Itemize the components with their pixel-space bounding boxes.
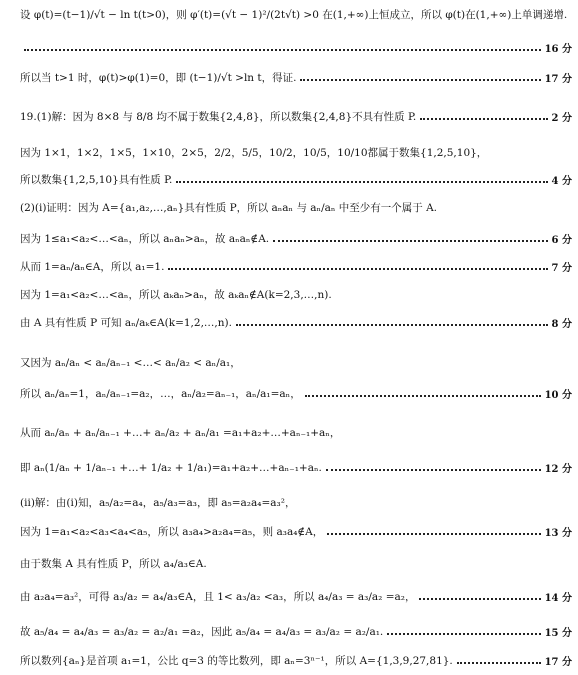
line-text: 所以 aₙ/aₙ=1，aₙ/aₙ₋₁=a₂，…，aₙ/a₂=aₙ₋₁，aₙ/a₁=aₙ， (20, 388, 301, 400)
score-label: 10 分 (544, 390, 572, 401)
line-text: 由 A 具有性质 P 可知 aₙ/aₖ∈A(k=1,2,…,n). (20, 317, 232, 329)
dot-leader (24, 49, 541, 51)
score-label: 15 分 (544, 628, 572, 639)
dot-leader (305, 395, 541, 397)
dot-leader (168, 268, 547, 270)
line-text: 所以当 t>1 时，φ(t)>φ(1)=0，即 (t−1)/√t >ln t，得证. (20, 72, 297, 84)
solution-line (20, 70, 572, 85)
score-label: 17 分 (544, 657, 572, 668)
line-text: 因为 1=a₁<a₂<a₃<a₄<a₅，所以 a₃a₄>a₂a₄=a₅，则 a₃a₄∉A， (20, 526, 324, 538)
line-text: (2)(ⅰ)证明：因为 A={a₁,a₂,…,aₙ}具有性质 P，所以 aₙaₙ 与 aₙ/aₙ 中至少有一个属于 A. (20, 202, 438, 214)
dot-leader (387, 633, 540, 635)
solution-line (20, 460, 572, 475)
dot-leader (419, 598, 540, 600)
line-text: 即 aₙ(1/aₙ + 1/aₙ₋₁ +…+ 1/a₂ + 1/a₁)=a₁+a₂+…+aₙ₋₁+aₙ. (20, 462, 322, 474)
solution-line (20, 589, 572, 604)
solution-line (20, 231, 572, 246)
solution-line (20, 524, 572, 539)
line-text: 因为 1×1，1×2，1×5，1×10，2×5，2/2，5/5，10/2，10/5，10/10都属于数集{1,2,5,10}， (20, 147, 488, 159)
score-label: 6 分 (551, 235, 572, 246)
line-text: 从而 aₙ/aₙ + aₙ/aₙ₋₁ +…+ aₙ/a₂ + aₙ/a₁ =a₁+a₂+…+aₙ₋₁+aₙ， (20, 427, 341, 439)
solution-line (20, 355, 572, 370)
solution-line (20, 425, 572, 440)
solution-line (20, 287, 572, 302)
dot-leader (326, 469, 541, 471)
dot-leader (300, 79, 540, 81)
solution-line (20, 386, 572, 401)
line-text: 19.(1)解：因为 8×8 与 8/8 均不属于数集{2,4,8}，所以数集{2,4,8}不具有性质 P. (20, 111, 417, 123)
line-text: 所以数集{1,2,5,10}具有性质 P. (20, 174, 173, 186)
line-text: 故 a₅/a₄ = a₄/a₃ = a₃/a₂ = a₂/a₁ =a₂，因此 a₅/a₄ = a₄/a₃ = a₃/a₂ = a₂/a₁. (20, 626, 384, 638)
line-text: 设 φ(t)=(t−1)/√t − ln t(t>0)，则 φ′(t)=(√t − 1)²/(2t√t) >0 在(1,+∞)上恒成立，所以 φ(t)在(1,+∞)上单调递增. (20, 9, 568, 21)
dot-leader (420, 118, 547, 120)
line-text: 又因为 aₙ/aₙ < aₙ/aₙ₋₁ <…< aₙ/a₂ < aₙ/a₁， (20, 357, 241, 369)
dot-leader (457, 662, 541, 664)
solution-line (20, 315, 572, 330)
score-label: 12 分 (544, 464, 572, 475)
score-label: 13 分 (544, 528, 572, 539)
solution-line (20, 624, 572, 639)
dot-leader (176, 181, 547, 183)
dot-leader (327, 533, 540, 535)
score-label: 4 分 (551, 176, 572, 187)
line-text: 所以数列{aₙ}是首项 a₁=1，公比 q=3 的等比数列，即 aₙ=3ⁿ⁻¹，所以 A={1,3,9,27,81}. (20, 655, 453, 667)
score-label: 7 分 (551, 263, 572, 274)
score-label: 2 分 (551, 113, 572, 124)
solution-line (20, 653, 572, 668)
score-label: 16 分 (544, 44, 572, 55)
score-label: 14 分 (544, 593, 572, 604)
line-text: 因为 1≤a₁<a₂<…<aₙ，所以 aₙaₙ>aₙ，故 aₙaₙ∉A. (20, 233, 270, 245)
solution-line (20, 200, 572, 215)
solution-line (20, 556, 572, 571)
score-label: 17 分 (544, 74, 572, 85)
dot-leader (236, 324, 548, 326)
solution-line (20, 172, 572, 187)
line-text: 从而 1=aₙ/aₙ∈A，所以 a₁=1. (20, 261, 165, 273)
line-text: 由 a₂a₄=a₃²，可得 a₃/a₂ = a₄/a₃∈A，且 1< a₃/a₂ <a₃，所以 a₄/a₃ = a₃/a₂ =a₂， (20, 591, 416, 603)
solution-line (20, 40, 572, 55)
score-label: 8 分 (551, 319, 572, 330)
solution-line (20, 259, 572, 274)
solution-line (20, 109, 572, 124)
dot-leader (273, 240, 547, 242)
solution-line (20, 145, 572, 160)
solution-line (20, 495, 572, 510)
solution-line (20, 7, 572, 22)
line-text: 因为 1=a₁<a₂<…<aₙ，所以 aₖaₙ>aₙ，故 aₖaₙ∉A(k=2,3,…,n). (20, 289, 332, 301)
line-text: (ⅱ)解：由(ⅰ)知，a₅/a₂=a₄，a₅/a₃=a₃，即 a₅=a₂a₄=a₃²， (20, 497, 296, 509)
line-text: 由于数集 A 具有性质 P，所以 a₄/a₃∈A. (20, 558, 207, 570)
